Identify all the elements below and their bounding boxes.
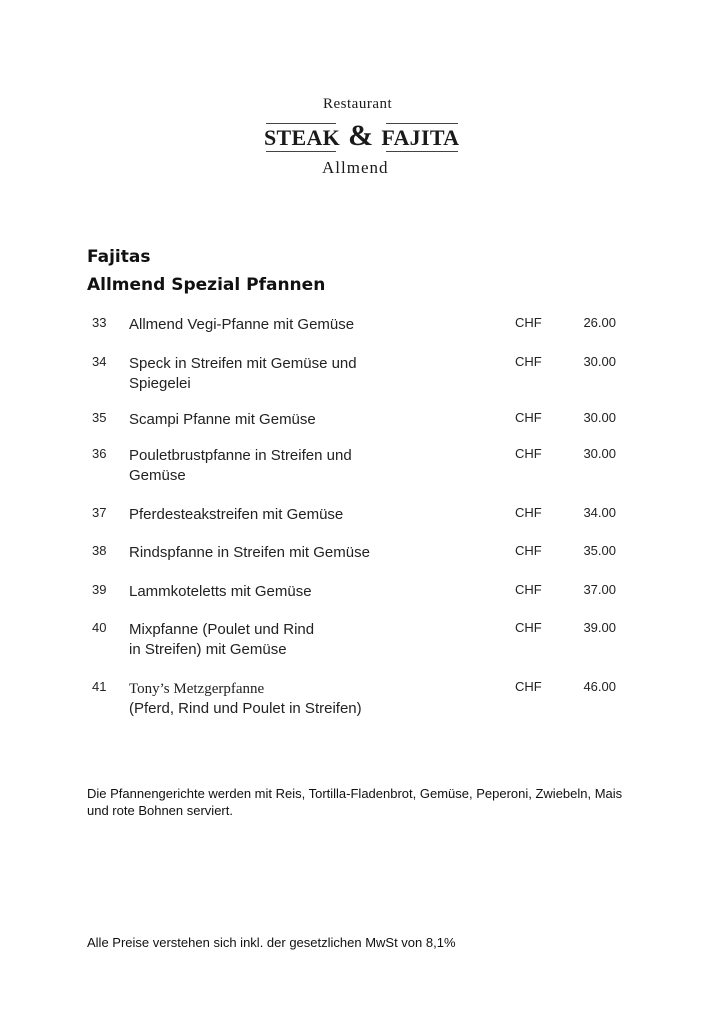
item-name: Rindspfanne in Streifen mit Gemüse (129, 544, 370, 561)
logo-restaurant-text: Restaurant (323, 96, 393, 112)
logo-steak-text: STEAK (264, 125, 341, 150)
logo-fajita-text: FAJITA (381, 125, 460, 150)
item-number: 34 (92, 354, 107, 369)
item-number: 33 (92, 315, 107, 330)
item-price: 37.00 (583, 582, 616, 597)
item-name: Mixpfanne (Poulet und Rind in Streifen) mit Gemüse (129, 621, 315, 658)
logo-main-line (264, 121, 459, 155)
logo-rule (386, 151, 458, 152)
item-price: 35.00 (583, 543, 616, 558)
item-currency: CHF (515, 679, 542, 694)
item-price: 46.00 (583, 679, 616, 694)
item-currency: CHF (515, 505, 542, 520)
section-subtitle: Allmend Spezial Pfannen (87, 275, 326, 295)
item-number: 38 (92, 543, 107, 558)
item-name: Scampi Pfanne mit Gemüse (129, 411, 316, 428)
item-number: 36 (92, 446, 107, 461)
item-name-line: Tony’s Metzgerpfanne (129, 681, 265, 697)
item-name: Speck in Streifen mit Gemüse und Spiegelei (129, 355, 357, 392)
logo-ampersand: & (348, 119, 374, 152)
restaurant-logo (0, 0, 724, 200)
logo-allmend-text: Allmend (322, 158, 389, 177)
item-currency: CHF (515, 446, 542, 461)
item-price: 30.00 (583, 410, 616, 425)
item-number: 41 (92, 679, 107, 694)
item-number: 39 (92, 582, 107, 597)
item-number: 35 (92, 410, 107, 425)
item-price: 30.00 (583, 446, 616, 461)
side-dish-note: Die Pfannengerichte werden mit Reis, Tortilla-Fladenbrot, Gemüse, Peperoni, Zwiebeln, Mais und rote Bohnen serviert. (87, 786, 623, 818)
item-price: 34.00 (583, 505, 616, 520)
item-number: 40 (92, 620, 107, 635)
item-name: Allmend Vegi-Pfanne mit Gemüse (129, 316, 355, 333)
item-currency: CHF (515, 315, 542, 330)
item-currency: CHF (515, 582, 542, 597)
item-name: Lammkoteletts mit Gemüse (129, 583, 312, 600)
item-number: 37 (92, 505, 107, 520)
item-currency: CHF (515, 354, 542, 369)
item-price: 30.00 (583, 354, 616, 369)
logo-rule (266, 151, 336, 152)
item-name: Tony’s Metzgerpfanne (Pferd, Rind und Poulet in Streifen) (129, 681, 362, 717)
item-currency: CHF (515, 620, 542, 635)
item-currency: CHF (515, 410, 542, 425)
item-name: Pferdesteakstreifen mit Gemüse (129, 506, 344, 523)
item-currency: CHF (515, 543, 542, 558)
vat-footer: Alle Preise verstehen sich inkl. der gesetzlichen MwSt von 8,1% (87, 935, 456, 950)
item-price: 39.00 (583, 620, 616, 635)
item-name: Pouletbrustpfanne in Streifen und Gemüse (129, 447, 352, 484)
item-price: 26.00 (583, 315, 616, 330)
section-title: Fajitas (87, 247, 151, 267)
